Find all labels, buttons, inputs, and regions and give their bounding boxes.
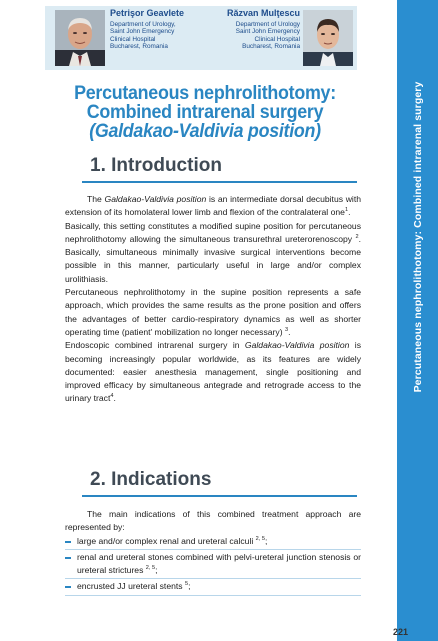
author-2-affiliation-line: Clinical Hospital [254,35,300,43]
paragraph [65,339,361,405]
section-heading-text: 2. Indications [90,469,212,490]
italic-term: Galdakao-Valdivia position [104,194,207,204]
title-line-1: Percutaneous nephrolithotomy: [74,83,336,104]
text-run: Percutaneous nephrolithotomy in the supine position represents a safe approach, which provides the same results as the prone position and offers the advantages of better cardio-respiratory dynamics as well as shorter operating time (patient' mobilization no longer necessary) [65,287,361,337]
article-title [64,84,346,141]
text-run: ; [188,581,191,592]
text-run: is becoming increasingly popular worldwide, as its features are widely documented: easier anesthesia management, single positioning and improved efficacy by simultaneous antegrade and retrograde access to the urinary tract [65,340,362,404]
author-photo-geavlete [55,10,105,66]
title-line-3: (Galdakao-Valdivia position) [89,121,321,142]
text-run: Endoscopic combined intrarenal surgery in [65,340,245,351]
text-run: . [288,326,291,337]
paragraph [65,193,361,220]
bullet-dash-icon [65,541,71,543]
author-1-affiliation-line: Clinical Hospital [110,35,156,43]
citation: 2 [355,234,359,241]
text-run: . [348,207,351,218]
text-run: large and/or complex renal and ureteral calculi [77,535,256,546]
page-number: 221 [393,627,409,637]
citation: 4 [110,393,114,400]
section-divider [82,181,357,183]
citation: 3 [284,327,289,334]
author-2-affiliation-line: Bucharest, Romania [242,43,300,51]
author-1-name: Petrişor Geavlete [110,8,185,18]
text-run: . [113,393,116,404]
paragraph [65,220,361,286]
author-2-name: Răzvan Mulţescu [226,8,300,18]
text-run: renal and ureteral stones combined with pelvi-ureteral junction stenosis or ureteral strictures [77,551,361,576]
title-line-2: Combined intrarenal surgery [86,102,324,123]
author-2-affiliation-line: Department of Urology [235,21,300,28]
text-run: . Basically, simultaneous minimally invasive surgical interventions become possible in this manner, particularly useful in large and/or complex urolithiasis. [65,233,361,284]
citation: 5 [184,581,189,588]
author-2-affiliation-line: Saint John Emergency [235,28,300,36]
text-run: The [87,194,105,204]
section-heading-indications [90,469,360,491]
citation: 2, 5 [145,565,156,572]
introduction-body [65,193,361,406]
author-1-affiliation-line: Department of Urology, [110,21,176,28]
author-2 [190,8,300,51]
author-1-affiliation-line: Saint John Emergency [110,28,175,36]
bullet-dash-icon [65,586,71,588]
chapter-side-tab-text: Percutaneous nephrolithotomy: Combined intrarenal surgery [412,81,424,393]
list-item [65,580,361,595]
text-run: Basically, this setting constitutes a modified supine position for percutaneous nephrolithotomy allowing the simultaneous transurethral ureterorenoscopy [65,220,361,244]
text-run: ; [265,535,268,546]
section-heading-introduction [90,155,360,177]
indications-list [65,535,361,596]
text-run: ; [155,565,158,576]
author-1-affiliation-line: Bucharest, Romania [110,43,168,51]
text-run: encrusted JJ ureteral stents [77,581,185,592]
section-heading-text: 1. Introduction [90,155,222,176]
bullet-dash-icon [65,557,71,559]
italic-term: Galdakao-Valdivia position [244,340,350,351]
citation: 1 [344,207,349,214]
section-divider [82,495,357,497]
text-run: is an intermediate dorsal decubitus with extension of its homolateral lower limb and flexion of the contralateral one [65,194,361,218]
list-item [65,535,361,550]
paragraph [65,286,361,339]
citation: 2, 5 [255,535,265,542]
paragraph: The main indications of this combined treatment approach are represented by: [65,509,361,533]
author-photo-multescu [303,10,353,66]
indications-body [65,508,361,597]
list-item [65,551,361,580]
